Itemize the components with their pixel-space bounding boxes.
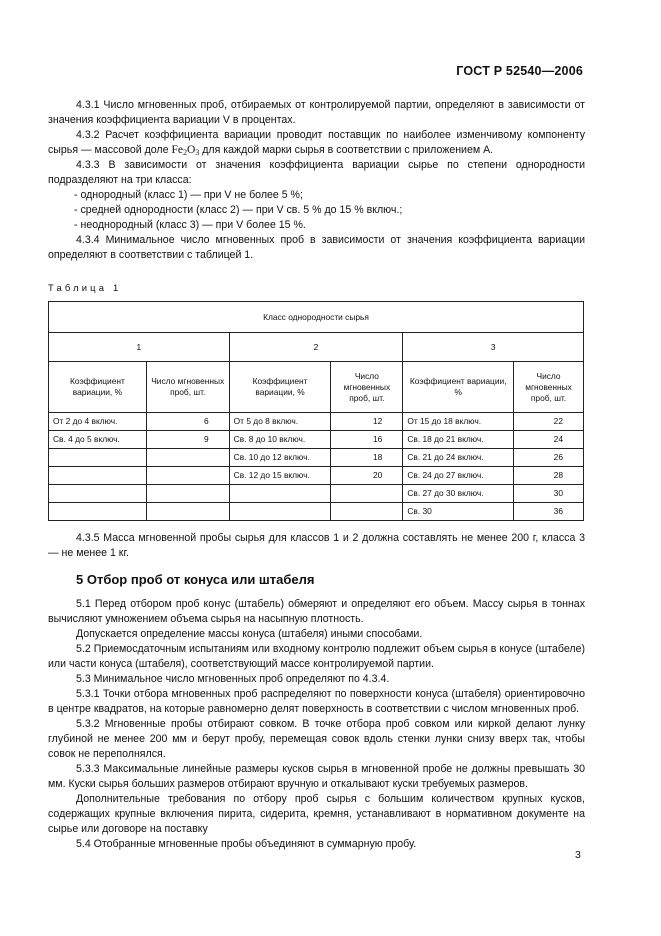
table-cell: [49, 485, 147, 503]
column-header-coefficient: Коэффициент вариации, %: [49, 362, 147, 413]
paragraph-4-3-2: 4.3.2 Расчет коэффициента вариации проводит поставщик по наиболее изменчивому компоненту сырья — массовой доле $Fe_2O_3$ для каждой марки сырья в соответствии с приложением А.: [48, 129, 585, 157]
paragraph-5-1: 5.1 Перед отбором проб конус (штабель) обмеряют и определяют его объем. Массу сырья в тоннах вычисляют умножением объема сырья на насыпную плотность.: [48, 598, 585, 625]
table-cell: 9: [146, 431, 229, 449]
paragraph-5-3: 5.3 Минимальное число мгновенных проб определяют по 4.3.4.: [76, 673, 390, 685]
table-cell: [229, 503, 331, 521]
class-3-header: 3: [403, 333, 584, 362]
table-1: [48, 301, 584, 521]
table-row: [49, 467, 584, 485]
table-cell: 24: [514, 431, 584, 449]
paragraph-4-3-3: 4.3.3 В зависимости от значения коэффициента вариации сырье по степени однородности подразделяют на три класса:: [48, 159, 585, 186]
table-cell: [146, 503, 229, 521]
section-5-heading: 5 Отбор проб от конуса или штабеля: [76, 572, 315, 587]
paragraph-4-3-4: 4.3.4 Минимальное число мгновенных проб в зависимости от значения коэффициента вариации определяют в соответствии с таблицей 1.: [48, 234, 585, 261]
table-cell: [146, 467, 229, 485]
table-cell: 12: [331, 413, 403, 431]
table-cell: [49, 503, 147, 521]
table-row: [49, 431, 584, 449]
paragraph-5-3-3: 5.3.3 Максимальные линейные размеры кусков сырья в мгновенной пробе не должны превышать 30 мм. Куски сырья больших размеров отбирают вручную и откалывают куски требуемых размеров.: [48, 763, 585, 790]
paragraph-5-3-3-note: Дополнительные требования по отбору проб сырья с большим количеством крупных кусков, содержащих крупные включения пирита, сидерита, кремня, устанавливают в нормативном документе на сырье или договоре на поставку: [48, 793, 585, 835]
table-cell: Св. 18 до 21 включ.: [403, 431, 514, 449]
column-header-coefficient: Коэффициент вариации, %: [229, 362, 331, 413]
paragraph-4-3-5: 4.3.5 Масса мгновенной пробы сырья для классов 1 и 2 должна составлять не менее 200 г, класса 3 — не менее 1 кг.: [48, 532, 585, 559]
table-cell: 26: [514, 449, 584, 467]
paragraph-5-3-1: 5.3.1 Точки отбора мгновенных проб распределяют по поверхности конуса (штабеля) ориентировочно в центре квадратов, на которые равномерно делят поверхность в соответствии с числом мгновенных проб.: [48, 688, 585, 715]
table-row: [49, 449, 584, 467]
table-cell: [146, 449, 229, 467]
table-row: [49, 503, 584, 521]
table-caption: Таблица 1: [48, 282, 122, 293]
table-row: [49, 413, 584, 431]
list-item-class-2: - средней однородности (класс 2) — при V св. 5 % до 15 % включ.;: [74, 204, 403, 216]
table-cell: Св. 4 до 5 включ.: [49, 431, 147, 449]
column-header-coefficient: Коэффициент вариации, %: [403, 362, 514, 413]
document-body: [48, 98, 585, 852]
table-cell: 18: [331, 449, 403, 467]
table-cell: Св. 27 до 30 включ.: [403, 485, 514, 503]
table-cell: [331, 485, 403, 503]
page-number: 3: [575, 849, 581, 861]
paragraph-4-3-1: 4.3.1 Число мгновенных проб, отбираемых от контролируемой партии, определяют в зависимости от значения коэффициента вариации V в процентах.: [48, 99, 585, 126]
table-cell: От 5 до 8 включ.: [229, 413, 331, 431]
table-cell: 36: [514, 503, 584, 521]
table-cell: 6: [146, 413, 229, 431]
column-header-count: Число мгновенных проб, шт.: [146, 362, 229, 413]
table-cell: 20: [331, 467, 403, 485]
table-cell: 22: [514, 413, 584, 431]
table-cell: Св. 21 до 24 включ.: [403, 449, 514, 467]
document-code-header: ГОСТ Р 52540—2006: [456, 64, 583, 78]
column-header-count: Число мгновенных проб, шт.: [331, 362, 403, 413]
list-item-class-3: - неоднородный (класс 3) — при V более 15 %.: [74, 219, 306, 231]
table-cell: От 2 до 4 включ.: [49, 413, 147, 431]
column-header-count: Число мгновенных проб, шт.: [514, 362, 584, 413]
table-cell: Св. 30: [403, 503, 514, 521]
table-cell: Св. 8 до 10 включ.: [229, 431, 331, 449]
paragraph-5-4: 5.4 Отобранные мгновенные пробы объединяют в суммарную пробу.: [76, 838, 417, 850]
table-cell: [229, 485, 331, 503]
table-cell: Св. 24 до 27 включ.: [403, 467, 514, 485]
table-cell: [49, 449, 147, 467]
table-cell: 30: [514, 485, 584, 503]
table-title: Класс однородности сырья: [49, 302, 584, 333]
table-cell: [146, 485, 229, 503]
table-row: [49, 485, 584, 503]
paragraph-5-2: 5.2 Приемосдаточным испытаниям или входному контролю подлежит объем сырья в конусе (штабеле) или части конуса (штабеля), соответствующий массе контролируемой партии.: [48, 643, 585, 670]
formula-fe2o3: $Fe_2O_3$: [171, 144, 200, 157]
class-1-header: 1: [49, 333, 230, 362]
table-cell: Св. 12 до 15 включ.: [229, 467, 331, 485]
class-2-header: 2: [229, 333, 403, 362]
table-cell: От 15 до 18 включ.: [403, 413, 514, 431]
table-cell: 28: [514, 467, 584, 485]
list-item-class-1: - однородный (класс 1) — при V не более 5 %;: [74, 189, 303, 201]
paragraph-5-3-2: 5.3.2 Мгновенные пробы отбирают совком. В точке отбора проб совком или киркой делают лунку глубиной не менее 200 мм и берут пробу, перемещая совок вдоль стенки лунки снизу вверх так, чтобы совок не переполнялся.: [48, 718, 585, 760]
paragraph-5-1-note: Допускается определение массы конуса (штабеля) иными способами.: [76, 628, 423, 640]
table-cell: Св. 10 до 12 включ.: [229, 449, 331, 467]
table-cell: [331, 503, 403, 521]
table-cell: 16: [331, 431, 403, 449]
table-cell: [49, 467, 147, 485]
